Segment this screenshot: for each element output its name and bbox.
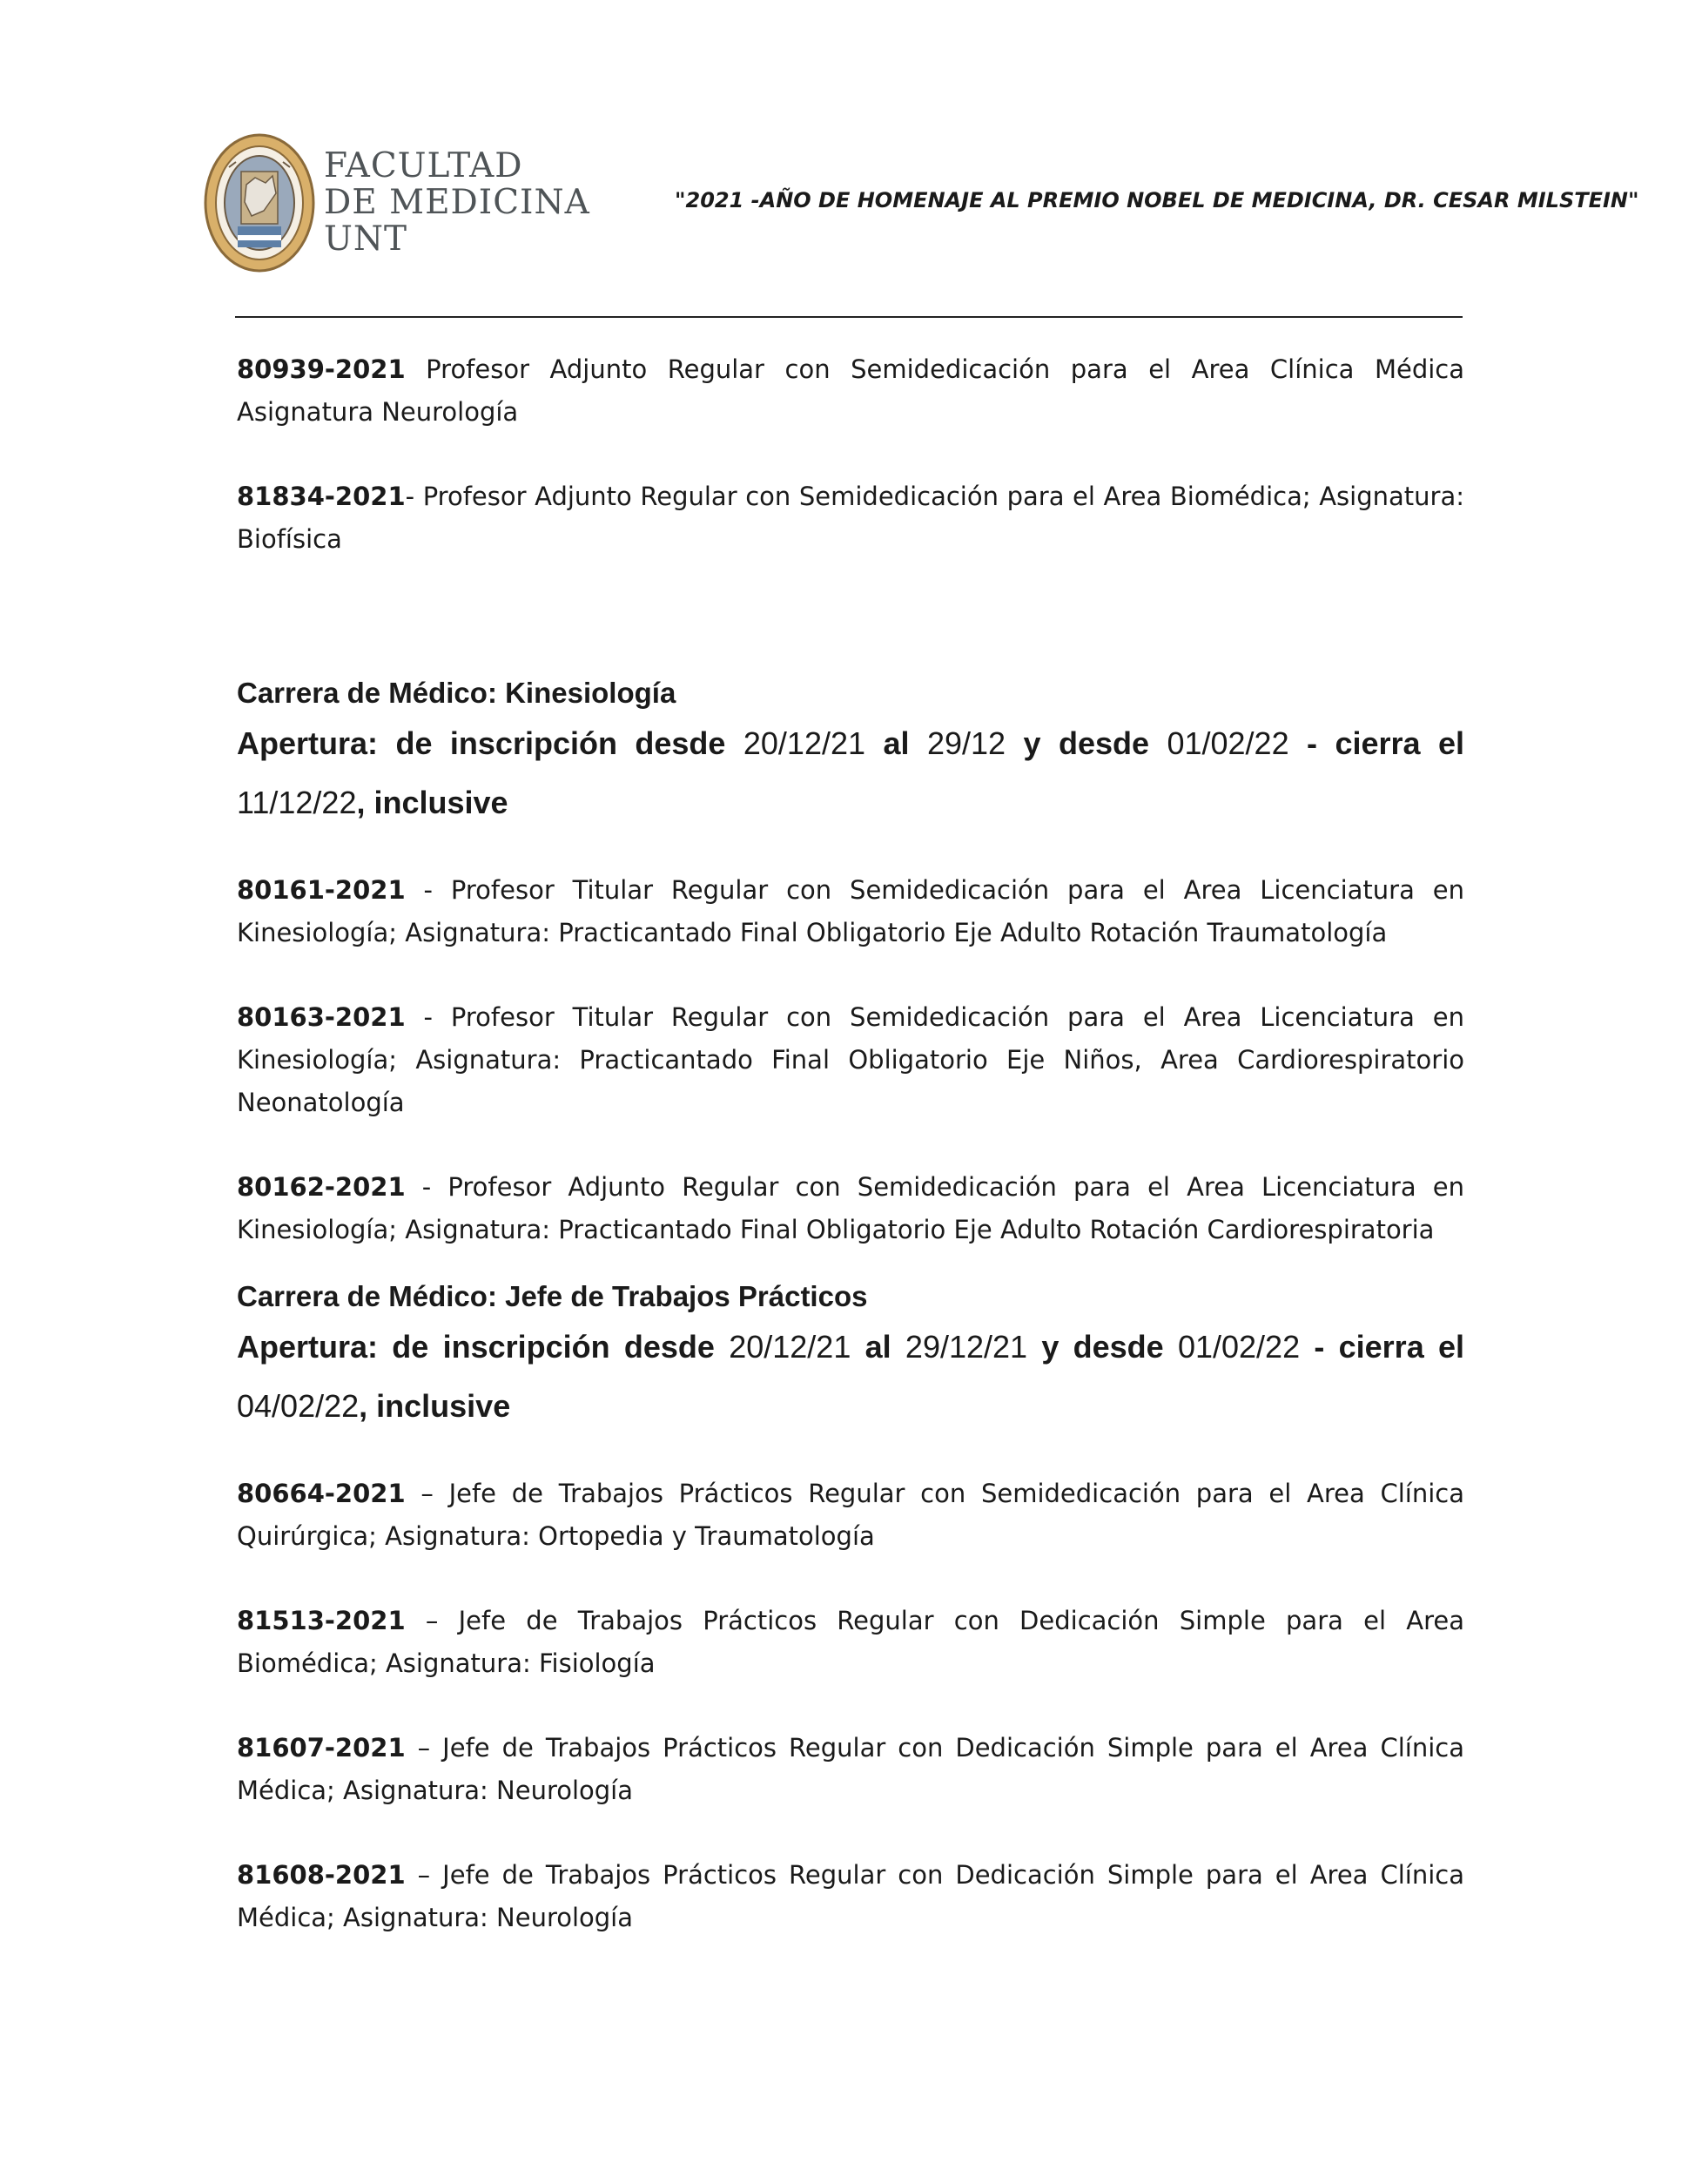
list-item [237,1854,1464,1939]
header-divider [235,316,1463,318]
item-code: 81607-2021 [237,1733,406,1763]
faculty-seal-logo [203,132,316,273]
faculty-name [324,148,590,258]
item-description: - Profesor Titular Regular con Semidedicación para el Area Licenciatura en Kinesiología; Asignatura: Practicantado Final Obligatorio Eje Adulto Rotación Traumatología [237,875,1464,947]
section-title: Carrera de Médico: Kinesiología [237,677,676,709]
item-description: – Jefe de Trabajos Prácticos Regular con Dedicación Simple para el Area Biomédica; Asignatura: Fisiología [237,1606,1464,1678]
item-description: Profesor Adjunto Regular con Semidedicación para el Area Clínica Médica Asignatura Neurología [237,354,1464,427]
year-motto: "2021 -AÑO DE HOMENAJE AL PREMIO NOBEL DE MEDICINA, DR. CESAR MILSTEIN" [675,188,1639,212]
document-body [237,348,1464,1939]
faculty-name-line1: FACULTAD [324,146,523,185]
faculty-name-line3: UNT [324,219,408,259]
list-item [237,475,1464,561]
item-code: 80163-2021 [237,1002,406,1032]
item-description: – Jefe de Trabajos Prácticos Regular con Dedicación Simple para el Area Clínica Médica; Asignatura: Neurología [237,1733,1464,1805]
item-code: 80939-2021 [237,354,406,384]
section-opening-dates: Apertura: de inscripción desde 20/12/21 al 29/12/21 y desde 01/02/22 - cierra el 04/02/22, inclusive [237,1329,1465,1424]
faculty-name-line2: DE MEDICINA [324,183,590,222]
list-item [237,869,1464,954]
page-header [0,0,1702,322]
item-description: - Profesor Adjunto Regular con Semidedicación para el Area Biomédica; Asignatura: Biofísica [237,482,1464,554]
list-item [237,1600,1464,1685]
item-description: - Profesor Adjunto Regular con Semidedicación para el Area Licenciatura en Kinesiología; Asignatura: Practicantado Final Obligatorio Eje Adulto Rotación Cardiorespiratoria [237,1172,1464,1244]
list-item [237,996,1464,1124]
list-item [237,1727,1464,1812]
item-code: 80664-2021 [237,1479,406,1508]
item-code: 80161-2021 [237,875,406,905]
list-item [237,1166,1464,1251]
item-description: – Jefe de Trabajos Prácticos Regular con Dedicación Simple para el Area Clínica Médica; Asignatura: Neurología [237,1860,1464,1932]
section-opening-dates: Apertura: de inscripción desde 20/12/21 al 29/12 y desde 01/02/22 - cierra el 11/12/22, inclusive [237,725,1465,820]
list-item [237,348,1464,434]
item-code: 81513-2021 [237,1606,406,1635]
item-code: 80162-2021 [237,1172,406,1202]
item-description: – Jefe de Trabajos Prácticos Regular con Semidedicación para el Area Clínica Quirúrgica; Asignatura: Ortopedia y Traumatología [237,1479,1464,1551]
item-code: 81834-2021 [237,482,406,511]
item-description: - Profesor Titular Regular con Semidedicación para el Area Licenciatura en Kinesiología; Asignatura: Practicantado Final Obligatorio Eje Niños, Area Cardiorespiratorio Neonatología [237,1002,1464,1117]
list-item [237,1473,1464,1558]
section-title: Carrera de Médico: Jefe de Trabajos Prácticos [237,1280,868,1312]
item-code: 81608-2021 [237,1860,406,1890]
